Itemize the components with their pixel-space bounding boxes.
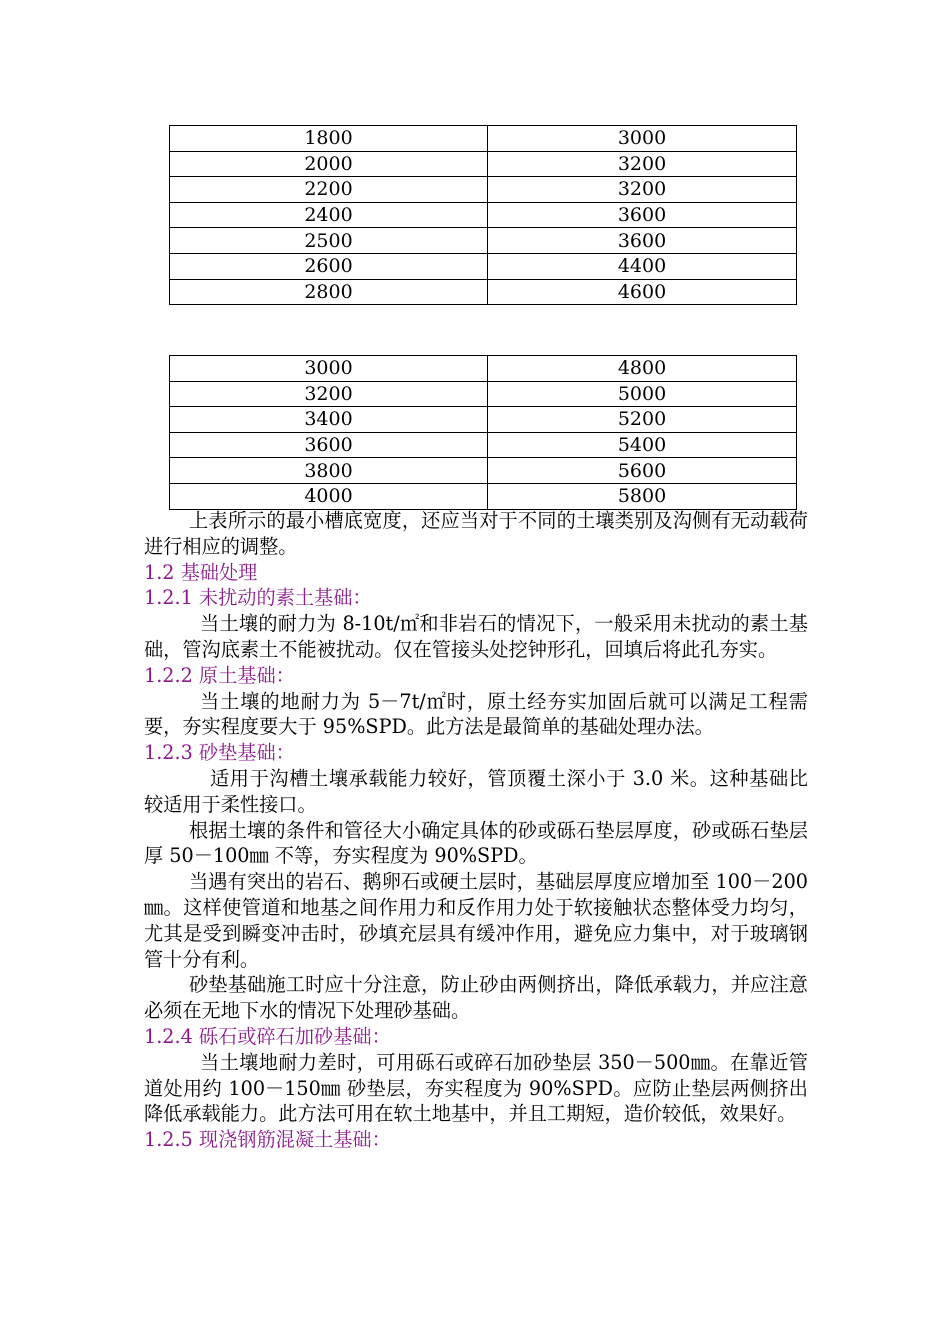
section-heading: 1.2.4 砾石或碎石加砂基础： (144, 1024, 391, 1048)
table-cell-width-b: 3000 (488, 126, 797, 152)
table-row (170, 202, 797, 228)
table-cell-width-a: 3600 (170, 432, 488, 458)
table-cell-width-a: 2000 (170, 151, 488, 177)
table-row (170, 151, 797, 177)
body-paragraph: 适用于沟槽土壤承载能力较好，管顶覆土深小于 3.0 米。这种基础比较适用于柔性接口。 (144, 766, 808, 816)
table-row (170, 356, 797, 382)
section-heading: 1.2 基础处理 (144, 560, 258, 584)
table-row (170, 253, 797, 279)
table-cell-width-a: 4000 (170, 483, 488, 509)
table-cell-width-a: 2200 (170, 177, 488, 203)
body-paragraph: 当遇有突出的岩石、鹅卵石或硬土层时，基础层厚度应增加至 100－200㎜。这样使管道和地基之间作用力和反作用力处于软接触状态整体受力均匀，尤其是受到瞬变冲击时，砂填充层具有缓冲作用，避免应力集中，对于玻璃钢管十分有利。 (144, 870, 808, 971)
body-paragraph: 当土壤的地耐力为 5－7t/㎡时，原土经夯实加固后就可以满足工程需要，夯实程度要大于 95%SPD。此方法是最简单的基础处理办法。 (144, 689, 808, 739)
table-cell-width-b: 5200 (488, 407, 797, 433)
document-body (144, 508, 808, 1153)
section-heading: 1.2.3 砂垫基础： (144, 741, 295, 765)
width-table-2 (169, 355, 797, 510)
section-heading: 1.2.2 原土基础： (144, 663, 295, 687)
table-cell-width-a: 2500 (170, 228, 488, 254)
table-cell-width-b: 3200 (488, 151, 797, 177)
table-cell-width-a: 1800 (170, 126, 488, 152)
table-cell-width-b: 3200 (488, 177, 797, 203)
table-cell-width-b: 5600 (488, 458, 797, 484)
table-cell-width-a: 2800 (170, 279, 488, 305)
body-paragraph: 当土壤地耐力差时，可用砾石或碎石加砂垫层 350－500㎜。在靠近管道处用约 100－150㎜ 砂垫层，夯实程度为 90%SPD。应防止垫层两侧挤出降低承载能力。此方法可用在软土地基中，并且工期短，造价较低，效果好。 (144, 1050, 808, 1126)
table-row (170, 458, 797, 484)
table-cell-width-a: 3000 (170, 356, 488, 382)
table-cell-width-b: 4600 (488, 279, 797, 305)
table-cell-width-b: 5400 (488, 432, 797, 458)
body-paragraph: 根据土壤的条件和管径大小确定具体的砂或砾石垫层厚度，砂或砾石垫层厚 50－100㎜ 不等，夯实程度为 90%SPD。 (144, 818, 808, 868)
section-heading: 1.2.1 未扰动的素土基础： (144, 586, 372, 610)
table-cell-width-b: 3600 (488, 202, 797, 228)
table-row (170, 228, 797, 254)
body-paragraph: 砂垫基础施工时应十分注意，防止砂由两侧挤出，降低承载力，并应注意必须在无地下水的情况下处理砂基础。 (144, 973, 808, 1023)
table-cell-width-b: 5800 (488, 483, 797, 509)
table-cell-width-a: 3200 (170, 381, 488, 407)
table-cell-width-b: 4400 (488, 253, 797, 279)
body-paragraph: 当土壤的耐力为 8-10t/㎡和非岩石的情况下，一般采用未扰动的素土基础，管沟底素土不能被扰动。仅在管接头处挖钟形孔，回填后将此孔夯实。 (144, 612, 808, 661)
table-cell-width-b: 3600 (488, 228, 797, 254)
table-cell-width-b: 5000 (488, 381, 797, 407)
table-row (170, 483, 797, 509)
section-heading: 1.2.5 现浇钢筋混凝土基础： (144, 1128, 391, 1152)
table-row (170, 432, 797, 458)
table-row (170, 381, 797, 407)
table-row (170, 407, 797, 433)
table-cell-width-a: 3400 (170, 407, 488, 433)
table-cell-width-a: 2600 (170, 253, 488, 279)
width-table-1 (169, 125, 797, 305)
table-row (170, 279, 797, 305)
table-cell-width-b: 4800 (488, 356, 797, 382)
body-paragraph: 上表所示的最小槽底宽度，还应当对于不同的土壤类别及沟侧有无动载荷进行相应的调整。 (144, 509, 808, 558)
table-row (170, 177, 797, 203)
table-row (170, 126, 797, 152)
table-cell-width-a: 2400 (170, 202, 488, 228)
table-cell-width-a: 3800 (170, 458, 488, 484)
